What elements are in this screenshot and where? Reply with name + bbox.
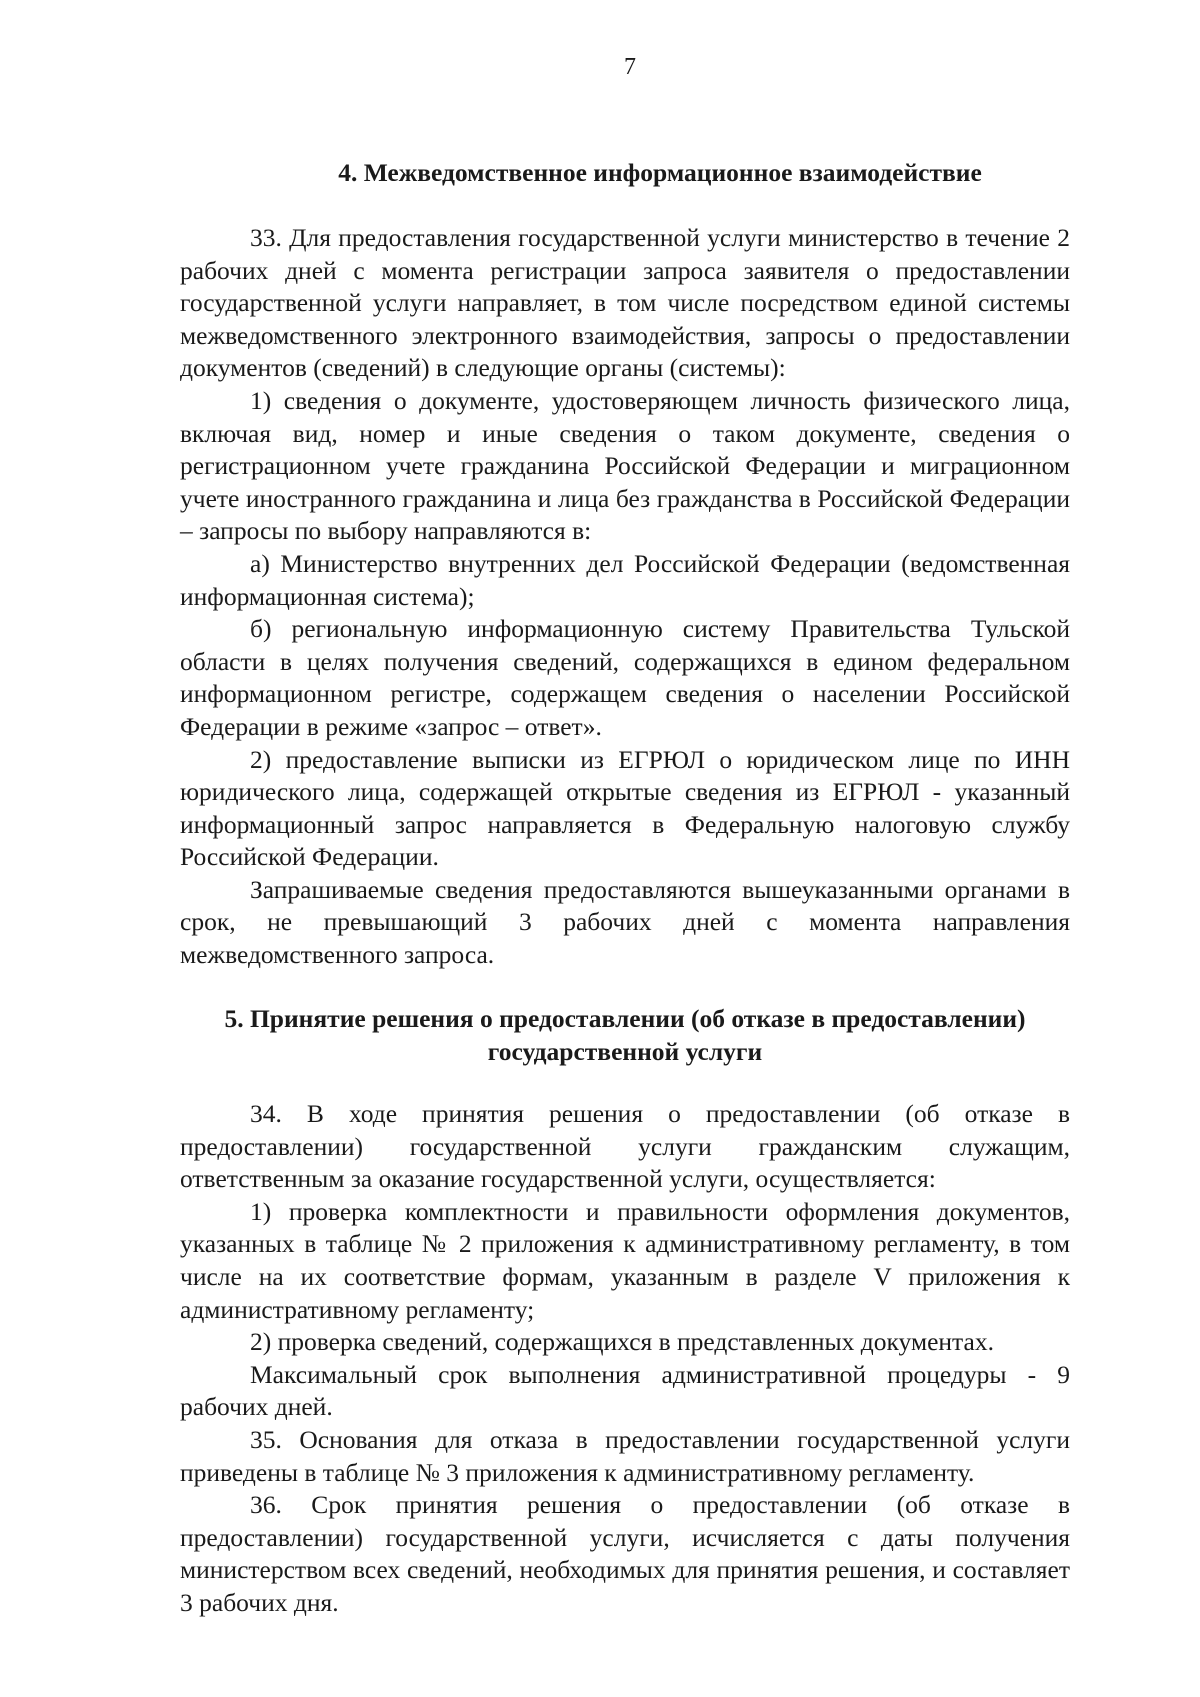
section-4-body — [180, 222, 1070, 972]
paragraph-33-item-1: 1) сведения о документе, удостоверяющем личность физического лица, включая вид, номер и иные сведения о таком документе, сведения о регистрационном учете гражданина Российской Федерации и миграционном учете иностранного гражданина и лица без гражданства в Российской Федерации – запросы по выбору направляются в: — [180, 385, 1070, 546]
paragraph-34: 34. В ходе принятия решения о предоставлении (об отказе в предоставлении) государственной услуги гражданским служащим, ответственным за оказание государственной услуги, осуществляется: — [180, 1099, 1070, 1194]
section-5-title-line-1: 5. Принятие решения о предоставлении (об отказе в предоставлении) — [224, 1004, 1026, 1033]
paragraph-34-term: Максимальный срок выполнения административной процедуры - 9 рабочих дней. — [180, 1359, 1070, 1422]
section-5-title — [180, 1002, 1070, 1068]
paragraph-33-item-2: 2) предоставление выписки из ЕГРЮЛ о юридическом лице по ИНН юридического лица, содержащей открытые сведения из ЕГРЮЛ - указанный информационный запрос направляется в Федеральную налоговую службу Российской Федерации. — [180, 744, 1070, 872]
paragraph-33: 33. Для предоставления государственной услуги министерство в течение 2 рабочих дней с момента регистрации запроса заявителя о предоставлении государственной услуги направляет, в том числе посредством единой системы межведомственного электронного взаимодействия, запросы о предоставлении документов (сведений) в следующие органы (системы): — [180, 223, 1070, 383]
paragraph-36: 36. Срок принятия решения о предоставлении (об отказе в предоставлении) государственной услуги, исчисляется с даты получения министерством всех сведений, необходимых для принятия решения, и составляет 3 рабочих дня. — [180, 1490, 1070, 1617]
page-number: 7 — [624, 54, 636, 80]
section-4-title: 4. Межведомственное информационное взаимодействие — [338, 158, 982, 187]
paragraph-34-item-2: 2) проверка сведений, содержащихся в представленных документах. — [250, 1327, 994, 1357]
paragraph-34-item-1: 1) проверка комплектности и правильности оформления документов, указанных в таблице № 2 приложения к административному регламенту, в том числе на их соответствие формам, указанным в разделе V приложения к административному регламенту; — [180, 1196, 1070, 1324]
section-5-body — [180, 1098, 1070, 1620]
paragraph-33-term: Запрашиваемые сведения предоставляются вышеуказанными органами в срок, не превышающий 3 рабочих дней с момента направления межведомственного запроса. — [180, 874, 1070, 970]
paragraph-33-item-1a: а) Министерство внутренних дел Российской Федерации (ведомственная информационная система); — [180, 548, 1070, 611]
section-5-title-line-2: государственной услуги — [487, 1037, 763, 1066]
paragraph-35: 35. Основания для отказа в предоставлении государственной услуги приведены в таблице № 3 приложения к административному регламенту. — [180, 1424, 1070, 1487]
paragraph-33-item-1b: б) региональную информационную систему Правительства Тульской области в целях получения сведений, содержащихся в едином федеральном информационном регистре, содержащем сведения о населении Российской Федерации в режиме «запрос – ответ». — [180, 614, 1070, 741]
